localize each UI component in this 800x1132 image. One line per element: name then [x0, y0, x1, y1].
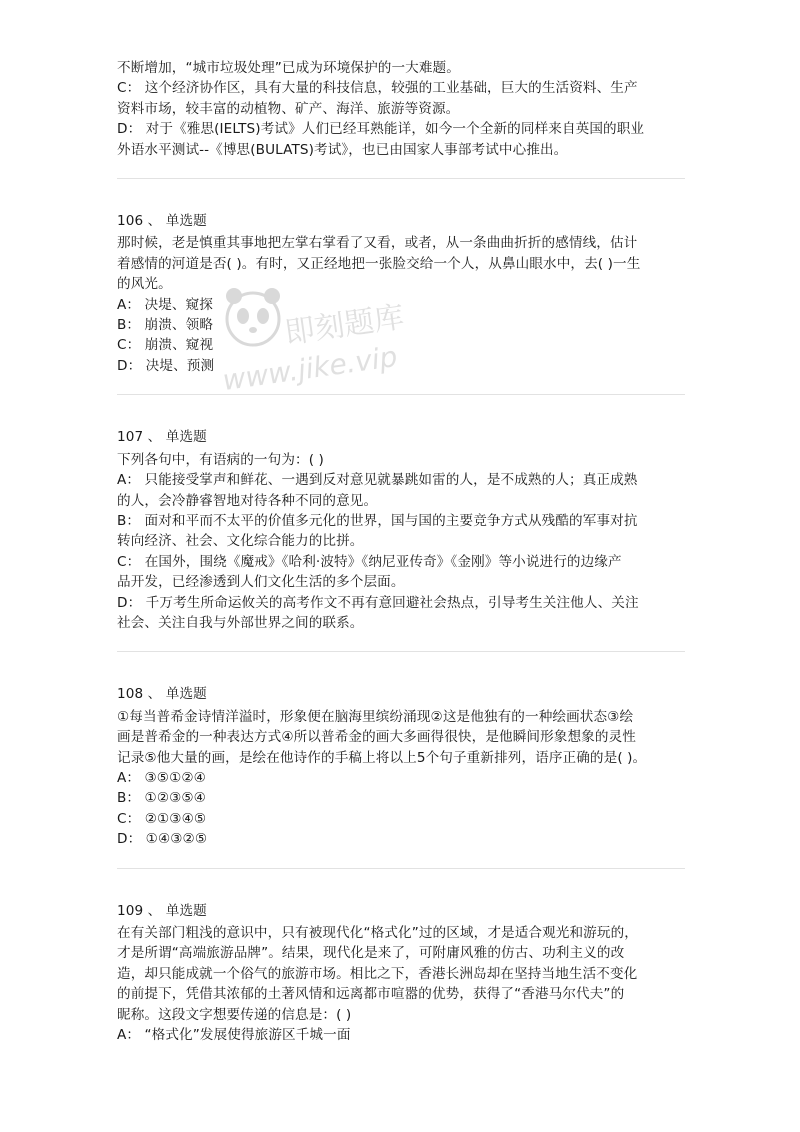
option-d: D： ①④③②⑤ — [117, 831, 208, 848]
option-c-cont: 品开发，已经渗透到人们文化生活的多个层面。 — [117, 574, 405, 591]
question-stem-line: 记录⑤他大量的画，是绘在他诗作的手稿上将以上5个句子重新排列，语序正确的是( )。 — [117, 749, 647, 766]
divider — [117, 868, 685, 869]
question-stem-line: 的风光。 — [117, 276, 172, 293]
question-108 — [117, 684, 685, 849]
text-line: 外语水平测试--《博思(BULATS)考试》，也已由国家人事部考试中心推出。 — [117, 141, 568, 158]
divider — [117, 178, 685, 179]
option-a: A： 只能接受掌声和鲜花、一遇到反对意见就暴跳如雷的人，是不成熟的人；真正成熟 — [117, 472, 638, 489]
question-stem-line: 在有关部门粗浅的意识中，只有被现代化“格式化”过的区域，才是适合观光和游玩的， — [117, 925, 638, 941]
question-stem-line: 造，却只能成就一个俗气的旅游市场。相比之下，香港长洲岛却在坚持当地生活不变化 — [117, 965, 638, 982]
question-107 — [117, 427, 685, 633]
question-stem-line: 下列各句中，有语病的一句为：( ) — [117, 451, 324, 468]
option-c: C： 在国外，围绕《魔戒》《哈利·波特》《纳尼亚传奇》《金刚》等小说进行的边缘产 — [117, 553, 622, 570]
divider — [117, 394, 685, 395]
watermark-url: www.jike.vip — [220, 339, 400, 398]
option-a-cont: 的人，会冷静睿智地对待各种不同的意见。 — [117, 492, 378, 509]
option-b: B： ①②③⑤④ — [117, 790, 206, 807]
document-page — [117, 58, 685, 1045]
question-stem-line: 才是所谓“高端旅游品牌”。结果，现代化是来了，可附庸风雅的仿古、功利主义的改 — [117, 945, 625, 962]
option-d: D： 决堤、预测 — [117, 357, 215, 374]
question-number: 109 、 单选题 — [117, 902, 207, 919]
question-stem-line: 的前提下，凭借其浓郁的土著风情和远离都市喧嚣的优势，获得了“香港马尔代夫”的 — [117, 986, 625, 1003]
question-stem-line: ①每当普希金诗情洋溢时，形象便在脑海里缤纷涌现②这是他独有的一种绘画状态③绘 — [117, 708, 634, 725]
question-stem-line: 那时候，老是慎重其事地把左掌右掌看了又看，或者，从一条曲曲折折的感情线，估计 — [117, 235, 638, 252]
option-c: C： 这个经济协作区，具有大量的科技信息，较强的工业基础，巨大的生活资料、生产 — [117, 80, 638, 97]
question-stem-line: 昵称。这段文字想要传递的信息是：( ) — [117, 1006, 352, 1023]
option-a: A： 决堤、窥探 — [117, 296, 213, 313]
option-b: B： 面对和平而不太平的价值多元化的世界，国与国的主要竞争方式从残酷的军事对抗 — [117, 512, 638, 529]
question-number: 106 、 单选题 — [117, 213, 207, 230]
option-d: D： 千万考生所命运攸关的高考作文不再有意回避社会热点，引导考生关注他人、关注 — [117, 594, 639, 611]
option-a: A： ③⑤①②④ — [117, 769, 206, 786]
prev-question-tail — [117, 58, 685, 160]
option-c: C： ②①③④⑤ — [117, 810, 207, 827]
option-d: D： 对于《雅思(IELTS)考试》人们已经耳熟能详，如今一个全新的同样来自英国的职业 — [117, 121, 645, 138]
question-stem-line: 着感情的河道是否( )。有时，又正经地把一张脸交给一个人，从鼻山眼水中，去( )一生 — [117, 255, 641, 272]
text-line: 不断增加，“城市垃圾处理”已成为环境保护的一大难题。 — [117, 60, 460, 76]
question-106 — [117, 211, 685, 376]
divider — [117, 651, 685, 652]
option-b-cont: 转向经济、社会、文化综合能力的比拼。 — [117, 533, 364, 550]
watermark-brand: 即刻题库 — [282, 299, 407, 352]
option-c: C： 崩溃、窥视 — [117, 337, 214, 354]
question-stem-line: 画是普希金的一种表达方式④所以普希金的画大多画得很快，是他瞬间形象想象的灵性 — [117, 729, 636, 746]
option-a: A： “格式化”发展使得旅游区千城一面 — [117, 1027, 351, 1044]
question-number: 107 、 单选题 — [117, 429, 207, 446]
option-d-cont: 社会、关注自我与外部世界之间的联系。 — [117, 614, 364, 631]
option-b: B： 崩溃、领略 — [117, 317, 214, 334]
question-109 — [117, 901, 685, 1046]
text-line: 资料市场，较丰富的动植物、矿产、海洋、旅游等资源。 — [117, 100, 460, 117]
question-number: 108 、 单选题 — [117, 686, 207, 703]
